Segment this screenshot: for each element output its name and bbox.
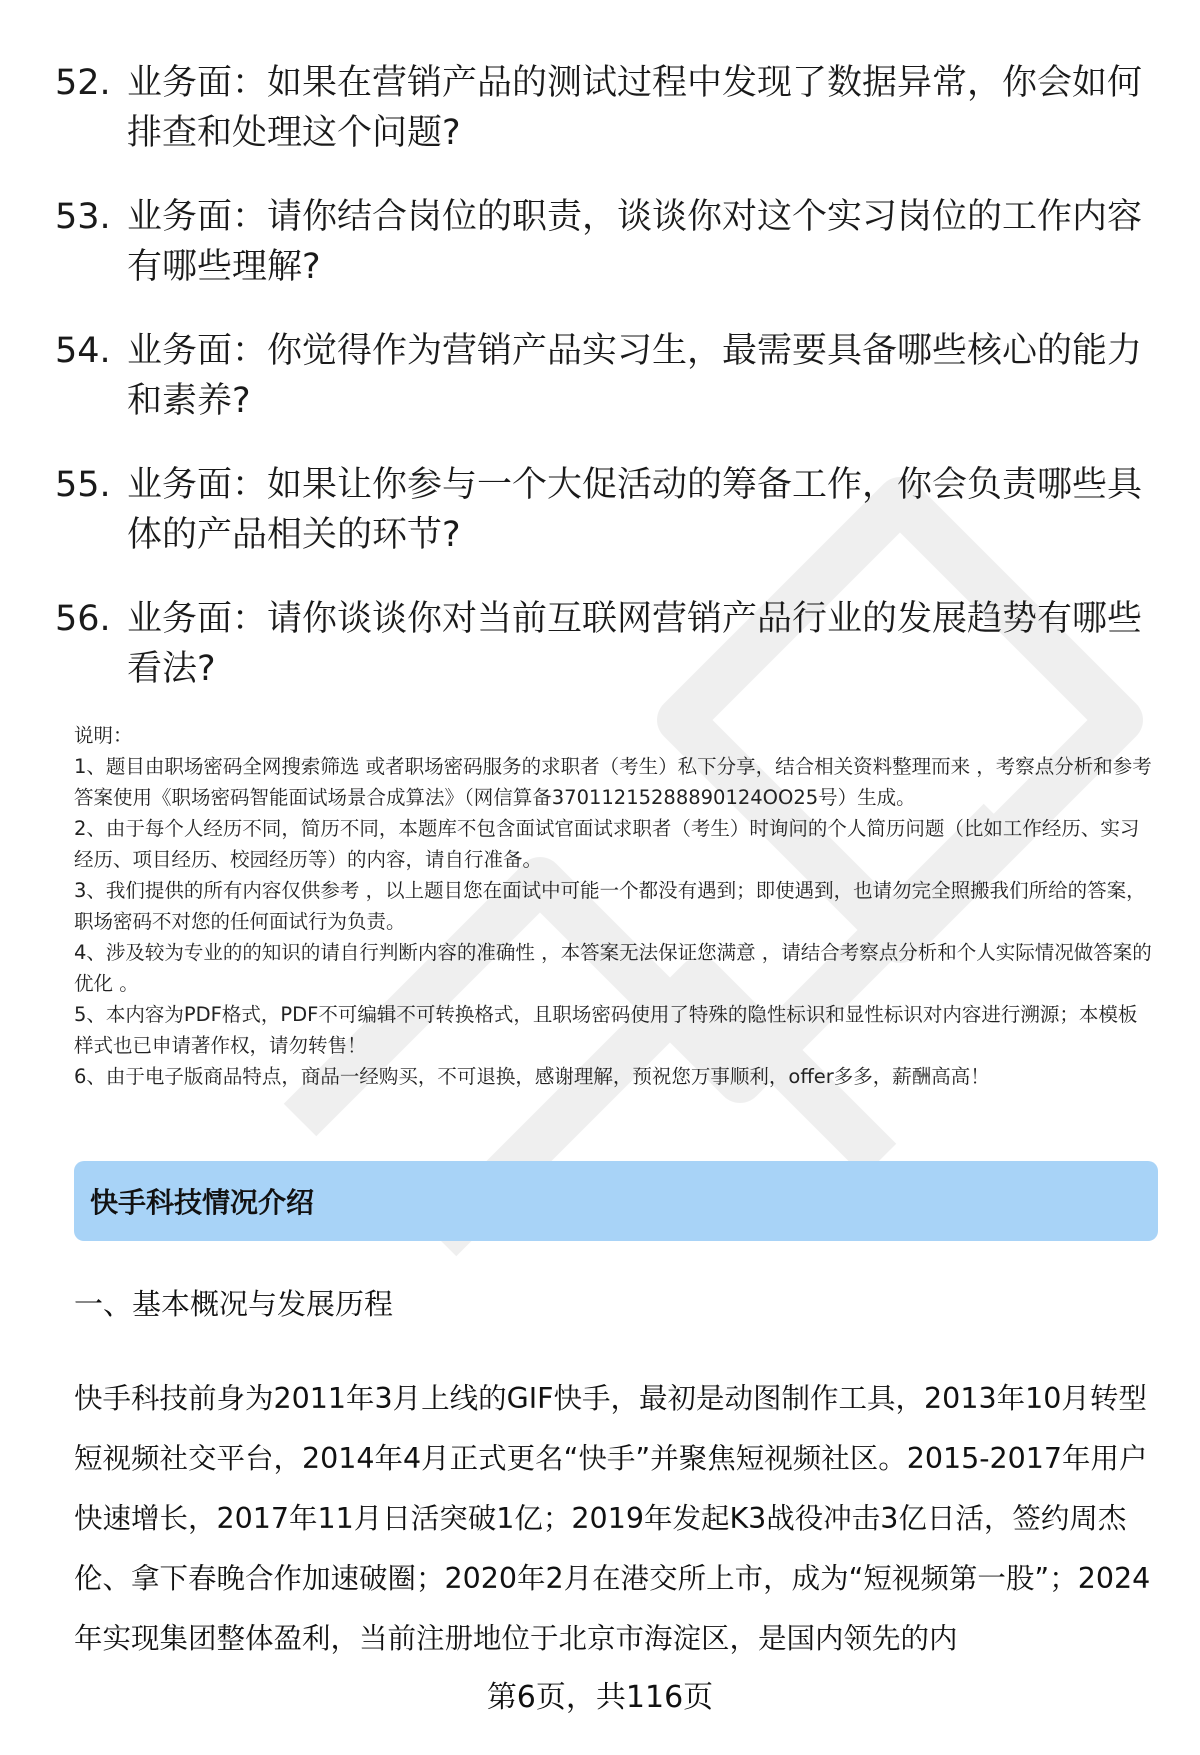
question-item — [55, 594, 1145, 694]
question-number: 55. — [55, 465, 111, 505]
question-number: 52. — [55, 63, 111, 103]
body-paragraph: 快手科技前身为2011年3月上线的GIF快手，最初是动图制作工具，2013年10月转型短视频社交平台，2014年4月正式更名“快手”并聚焦短视频社区。2015-2017年用户快速增长，2017年11月日活突破1亿；2019年发起K3战役冲击3亿日活，签约周杰伦、拿下春晚合作加速破圈；2020年2月在港交所上市，成为“短视频第一股”；2024年实现集团整体盈利，当前注册地位于北京市海淀区，是国内领先的内 — [74, 1382, 1151, 1655]
question-text: 业务面：如果在营销产品的测试过程中发现了数据异常，你会如何排查和处理这个问题? — [127, 63, 1143, 153]
question-item — [55, 192, 1145, 292]
question-text: 业务面：请你结合岗位的职责，谈谈你对这个实习岗位的工作内容有哪些理解? — [127, 197, 1143, 287]
question-text: 业务面：如果让你参与一个大促活动的筹备工作，你会负责哪些具体的产品相关的环节? — [127, 465, 1143, 555]
notes-block — [74, 720, 1154, 1092]
question-number: 54. — [55, 331, 111, 371]
question-item — [55, 326, 1145, 426]
notes-item: 3、我们提供的所有内容仅供参考 ，以上题目您在面试中可能一个都没有遇到；即使遇到，也请勿完全照搬我们所给的答案，职场密码不对您的任何面试行为负责。 — [74, 879, 1146, 933]
question-item — [55, 460, 1145, 560]
question-text: 业务面：你觉得作为营销产品实习生，最需要具备哪些核心的能力和素养? — [127, 331, 1143, 421]
question-text: 业务面：请你谈谈你对当前互联网营销产品行业的发展趋势有哪些看法? — [127, 599, 1143, 689]
section-heading: 一、基本概况与发展历程 — [74, 1287, 394, 1321]
question-item — [55, 58, 1145, 158]
notes-item: 1、题目由职场密码全网搜索筛选 或者职场密码服务的求职者（考生）私下分享，结合相关资料整理而来 ，考察点分析和参考答案使用《职场密码智能面试场景合成算法》（网信算备37011215288890124OO25号）生成。 — [74, 755, 1152, 809]
question-number: 56. — [55, 599, 111, 639]
notes-item: 2、由于每个人经历不同，简历不同，本题库不包含面试官面试求职者（考生）时询问的个人简历问题（比如工作经历、实习经历、项目经历、校园经历等）的内容，请自行准备。 — [74, 817, 1140, 871]
notes-item: 6、由于电子版商品特点，商品一经购买，不可退换，感谢理解，预祝您万事顺利，offer多多，薪酬高高！ — [74, 1065, 990, 1088]
section-banner — [74, 1161, 1158, 1241]
notes-item: 5、本内容为PDF格式，PDF不可编辑不可转换格式，且职场密码使用了特殊的隐性标识和显性标识对内容进行溯源；本模板样式也已申请著作权，请勿转售！ — [74, 1003, 1138, 1057]
question-list — [55, 58, 1145, 728]
page-number: 第6页，共116页 — [486, 1680, 714, 1715]
notes-title: 说明： — [74, 724, 133, 747]
notes-item: 4、涉及较为专业的的知识的请自行判断内容的准确性 ，本答案无法保证您满意 ，请结合考察点分析和个人实际情况做答案的优化 。 — [74, 941, 1152, 995]
banner-title: 快手科技情况介绍 — [90, 1186, 315, 1219]
question-number: 53. — [55, 197, 111, 237]
